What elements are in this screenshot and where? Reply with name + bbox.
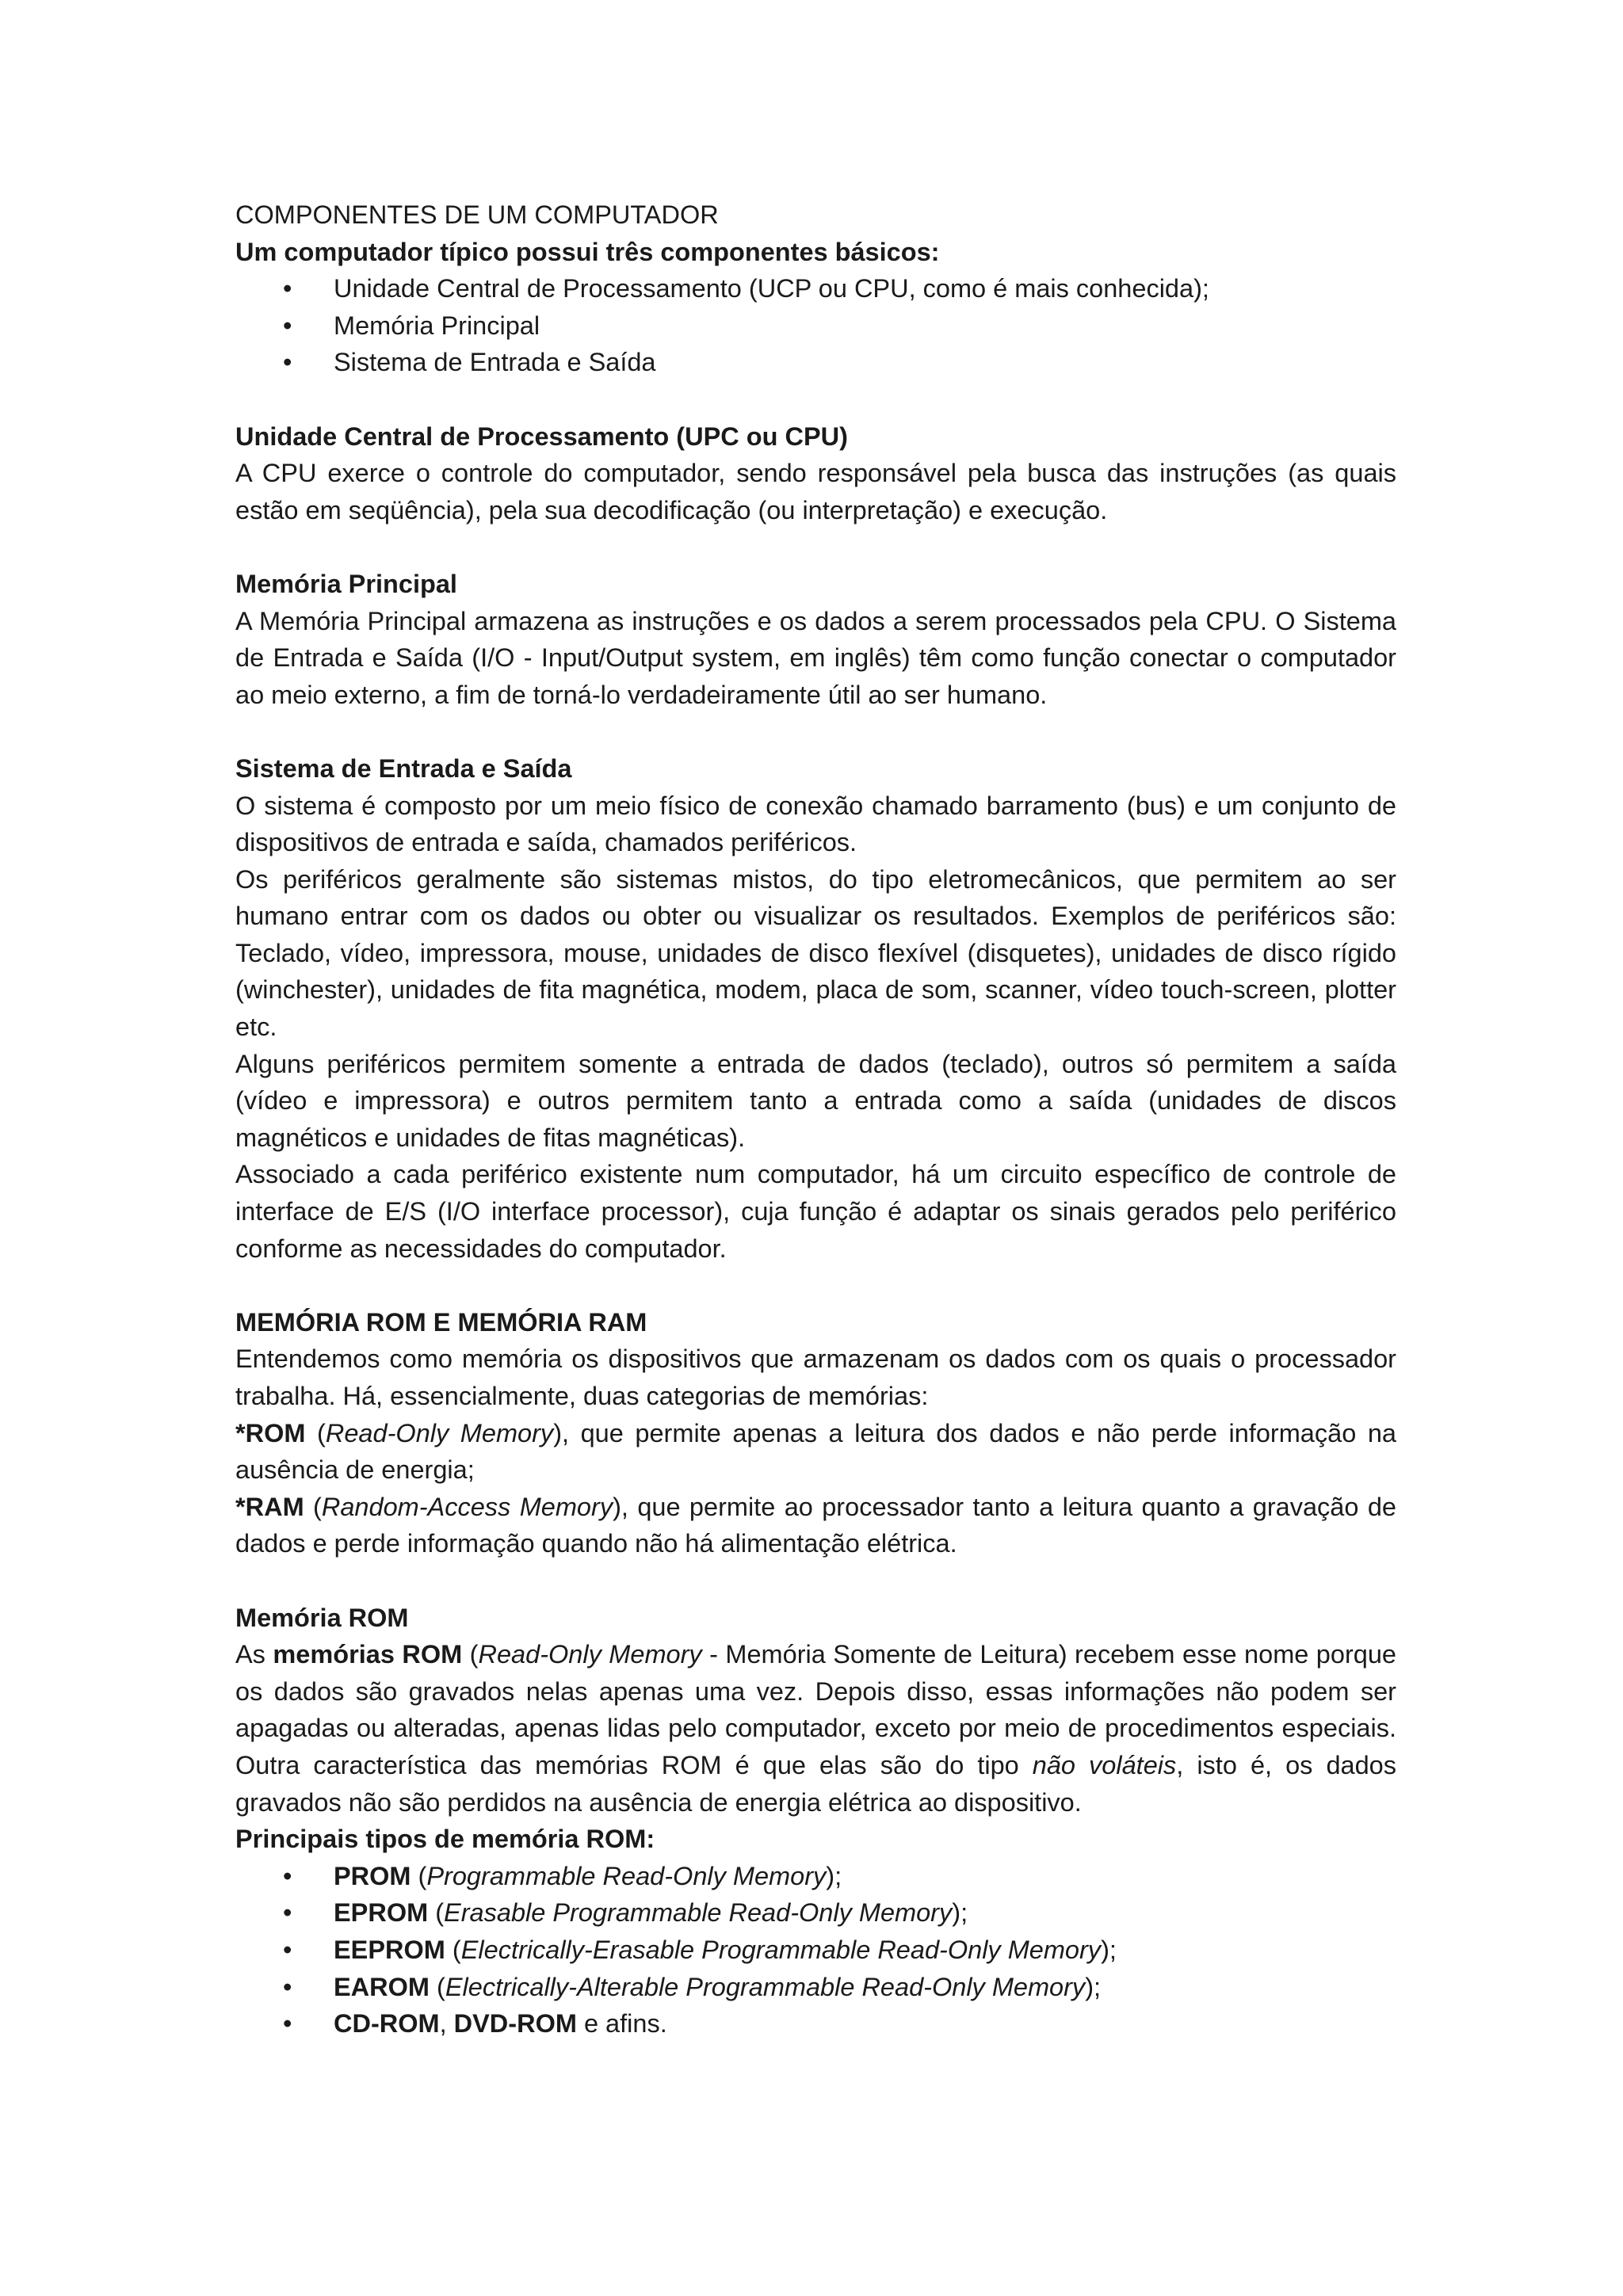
document-title: COMPONENTES DE UM COMPUTADOR <box>235 200 719 229</box>
memory-paragraph: A Memória Principal armazena as instruções e os dados a serem processados pela CPU. O Sistema de Entrada e Saída (I/O - Input/Output system, em inglês) têm como função conectar o computador ao meio externo, a fim de torná-lo verdadeiramente útil ao ser humano. <box>235 606 1396 709</box>
ram-name: Random-Access Memory <box>321 1492 613 1521</box>
rom-definition: *ROM (Read-Only Memory), que permite apenas a leitura dos dados e não perde informação na ausência de energia; <box>235 1418 1397 1485</box>
list-item: • Unidade Central de Processamento (UCP ou CPU, como é mais conhecida); <box>235 270 1396 307</box>
list-item: • EAROM (Electrically-Alterable Programmable Read-Only Memory); <box>235 1969 1396 2006</box>
rom-types-list <box>235 1858 1396 2042</box>
list-item: • CD-ROM, DVD-ROM e afins. <box>235 2005 1396 2042</box>
rom-label: *ROM <box>235 1418 306 1447</box>
rom-types-heading: Principais tipos de memória ROM: <box>235 1825 655 1854</box>
list-item: • EEPROM (Electrically-Erasable Programmable Read-Only Memory); <box>235 1932 1396 1969</box>
io-paragraph-1: O sistema é composto por um meio físico de conexão chamado barramento (bus) e um conjunto de dispositivos de entrada e saída, chamados periféricos. <box>235 791 1396 857</box>
io-paragraph-2: Os periféricos geralmente são sistemas mistos, do tipo eletromecânicos, que permitem ao ser humano entrar com os dados ou obter ou visualizar os resultados. Exemplos de periféricos são: Teclado, vídeo, impressora, mouse, unidades de disco flexível (disquetes), unidades de disco rígido (winchester), unidades de fita magnética, modem, placa de som, scanner, vídeo touch-screen, plotter etc. <box>235 864 1396 1042</box>
components-list <box>235 270 1396 381</box>
cpu-paragraph: A CPU exerce o controle do computador, sendo responsável pela busca das instruções (as quais estão em seqüência), pela sua decodificação (ou interpretação) e execução. <box>235 459 1396 524</box>
cpu-heading: Unidade Central de Processamento (UPC ou CPU) <box>235 421 848 451</box>
rom-ram-heading: MEMÓRIA ROM E MEMÓRIA RAM <box>235 1307 647 1337</box>
rom-name: Read-Only Memory <box>325 1418 554 1447</box>
ram-label: *RAM <box>235 1492 304 1521</box>
ram-definition: *RAM (Random-Access Memory), que permite ao processador tanto a leitura quanto a gravação de dados e perde informação quando não há alimentação elétrica. <box>235 1492 1396 1558</box>
list-item: • EPROM (Erasable Programmable Read-Only Memory); <box>235 1894 1396 1932</box>
document-body <box>235 196 1396 2042</box>
intro-heading: Um computador típico possui três componentes básicos: <box>235 237 940 266</box>
rom-ram-paragraph: Entendemos como memória os dispositivos que armazenam os dados com os quais o processador trabalha. Há, essencialmente, duas categorias de memórias: <box>235 1344 1396 1410</box>
rom-heading: Memória ROM <box>235 1603 409 1632</box>
io-heading: Sistema de Entrada e Saída <box>235 753 572 783</box>
rom-paragraph: As memórias ROM (Read-Only Memory - Memória Somente de Leitura) recebem esse nome porque os dados são gravados nelas apenas uma vez. Depois disso, essas informações não podem ser apagadas ou alteradas, apenas lidas pelo computador, exceto por meio de procedimentos especiais. Outra característica das memórias ROM é que elas são do tipo não voláteis, isto é, os dados gravados não são perdidos na ausência de energia elétrica ao dispositivo. <box>235 1640 1397 1817</box>
list-item: • Sistema de Entrada e Saída <box>235 344 1396 381</box>
list-item: • Memória Principal <box>235 307 1396 345</box>
io-paragraph-3: Alguns periféricos permitem somente a entrada de dados (teclado), outros só permitem a saída (vídeo e impressora) e outros permitem tanto a entrada como a saída (unidades de discos magnéticos e unidades de fitas magnéticas). <box>235 1049 1396 1152</box>
memory-heading: Memória Principal <box>235 569 457 598</box>
io-paragraph-4: Associado a cada periférico existente num computador, há um circuito específico de controle de interface de E/S (I/O interface processor), cuja função é adaptar os sinais gerados pelo periférico conforme as necessidades do computador. <box>235 1160 1396 1263</box>
list-item: • PROM (Programmable Read-Only Memory); <box>235 1858 1396 1895</box>
